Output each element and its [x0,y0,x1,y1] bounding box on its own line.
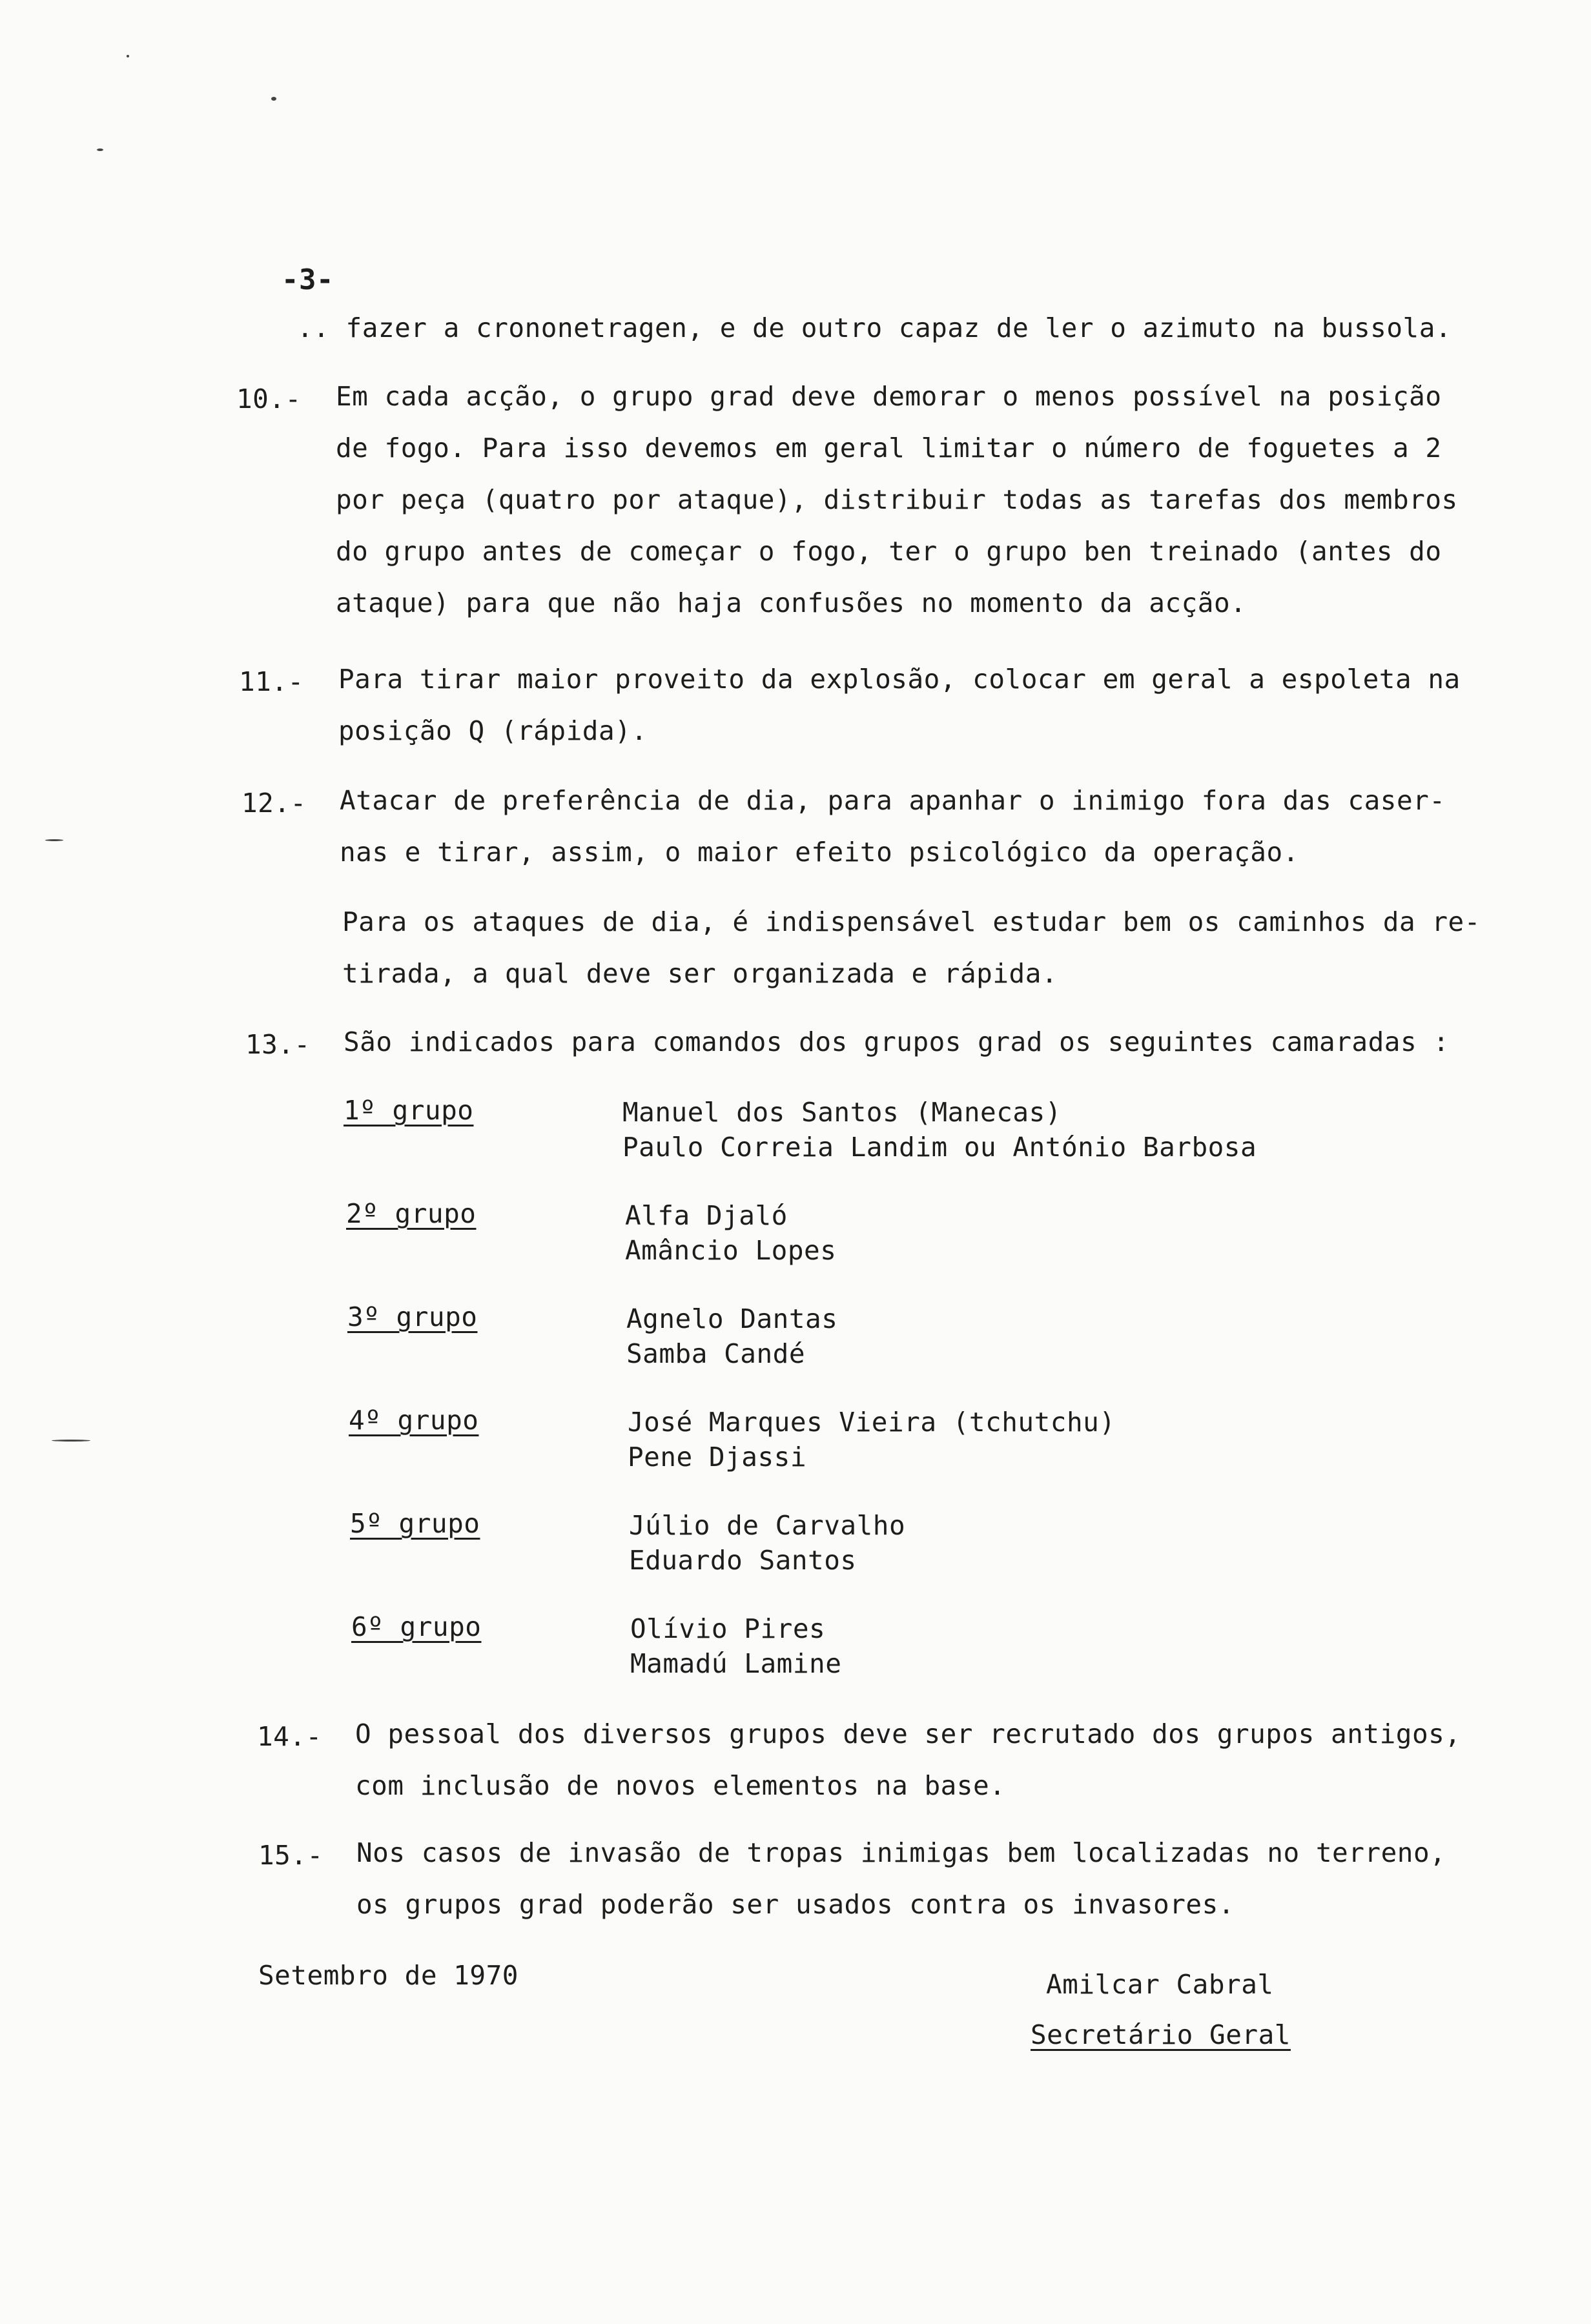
signatory-title: Secretário Geral [1031,2019,1291,2050]
group-label: 3º grupo [347,1301,478,1332]
member-name: Mamadú Lamine [630,1648,842,1679]
member-name: Agnelo Dantas [626,1303,838,1334]
member-name: Amâncio Lopes [625,1235,837,1266]
intro-line: .. fazer a crononetragen, e de outro capaz de ler o azimuto na bussola. [297,312,1452,343]
group-label: 1º grupo [344,1095,474,1126]
member-name: Samba Candé [626,1338,806,1369]
group-label: 6º grupo [351,1611,482,1642]
scan-speck [127,55,129,57]
member-name: Manuel dos Santos (Manecas) [622,1097,1062,1128]
member-name: Olívio Pires [630,1613,826,1644]
member-name: José Marques Vieira (tchutchu) [628,1407,1116,1438]
document-date: Setembro de 1970 [258,1960,518,1991]
scan-speck [45,839,63,841]
group-members [629,1508,905,1578]
text-line: Para os ataques de dia, é indispensável estudar bem os caminhos da re- [342,906,1481,937]
text-line: nas e tirar, assim, o maior efeito psicológico da operação. [340,837,1299,868]
group-members [628,1405,1116,1474]
paragraph-10-text [336,371,1458,629]
member-name: Eduardo Santos [629,1545,857,1576]
paragraph-13-text [344,1016,1450,1068]
text-line: os grupos grad poderão ser usados contra os invasores. [356,1889,1235,1920]
scan-speck [52,1440,90,1442]
paragraph-number: 15.- [258,1840,323,1871]
member-name: Pene Djassi [628,1442,807,1473]
group-label: 5º grupo [350,1508,480,1539]
group-members [630,1611,841,1681]
paragraph-number: 12.- [241,788,307,819]
scan-speck [271,97,276,101]
text-line: tirada, a qual deve ser organizada e rápida. [342,958,1058,989]
paragraph-number: 14.- [257,1721,322,1752]
text-line: São indicados para comandos dos grupos grad os seguintes camaradas : [344,1026,1450,1057]
group-label: 4º grupo [349,1405,479,1436]
text-line: do grupo antes de começar o fogo, ter o grupo ben treinado (antes do [336,536,1442,567]
paragraph-number: 11.- [239,666,304,697]
text-line: por peça (quatro por ataque), distribuir todas as tarefas dos membros [336,484,1458,515]
paragraph-14-text [355,1708,1461,1811]
scan-speck [97,148,103,151]
member-name: Alfa Djaló [625,1200,788,1231]
text-line: Nos casos de invasão de tropas inimigas bem localizadas no terreno, [356,1837,1446,1868]
paragraph-15-text [356,1827,1446,1930]
group-members [626,1301,837,1371]
paragraph-number: 13.- [245,1029,311,1060]
paragraph-12-extra-text [342,896,1481,999]
paragraph-11-text [338,653,1461,757]
paragraph-number: 10.- [236,383,302,414]
member-name: Júlio de Carvalho [629,1510,906,1541]
paragraph-12-text [340,775,1446,878]
text-line: Em cada acção, o grupo grad deve demorar o menos possível na posição [336,381,1442,412]
signatory-name: Amilcar Cabral [1046,1969,1274,2000]
text-line: com inclusão de novos elementos na base. [355,1770,1006,1801]
text-line: O pessoal dos diversos grupos deve ser recrutado dos grupos antigos, [355,1718,1461,1749]
member-name: Paulo Correia Landim ou António Barbosa [622,1132,1257,1163]
text-line: ataque) para que não haja confusões no momento da acção. [336,587,1247,618]
text-line: posição Q (rápida). [338,715,648,746]
page-number: -3- [282,263,334,296]
group-members [625,1198,836,1268]
text-line: Para tirar maior proveito da explosão, colocar em geral a espoleta na [338,664,1461,695]
text-line: Atacar de preferência de dia, para apanhar o inimigo fora das caser- [340,785,1446,816]
text-line: de fogo. Para isso devemos em geral limitar o número de foguetes a 2 [336,433,1442,464]
group-members [622,1095,1257,1165]
group-label: 2º grupo [346,1198,477,1229]
